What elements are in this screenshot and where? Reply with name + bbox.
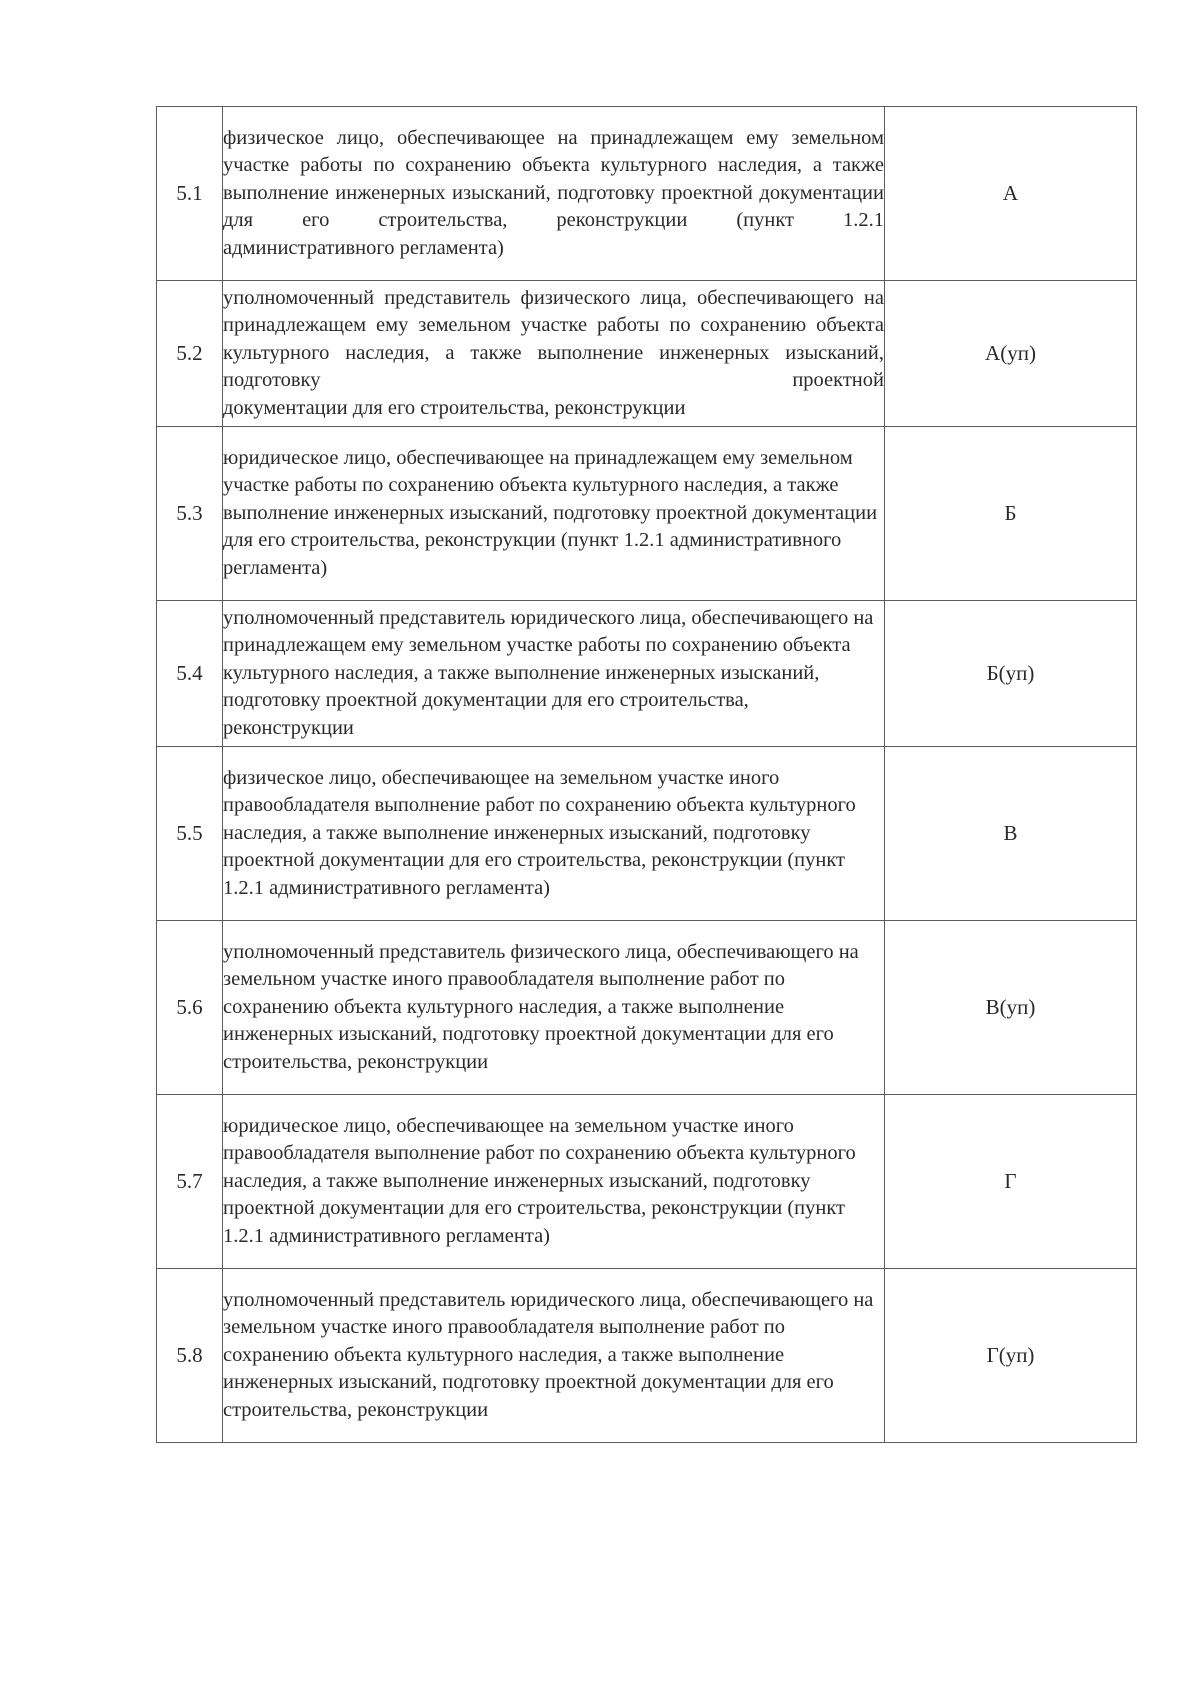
row-description-tail: административного регламента) (223, 236, 504, 259)
row-description: уполномоченный представитель физического лица, обеспечивающего на земельном участке иного правообладателя выполнение работ по сохранению объекта культурного наследия, а также выполнение инженерных изысканий, подготовку проектной документации для его строительства, реконструкции (223, 921, 885, 1095)
row-description: уполномоченный представитель юридического лица, обеспечивающего на земельном участке иного правообладателя выполнение работ по сохранению объекта культурного наследия, а также выполнение инженерных изысканий, подготовку проектной документации для его строительства, реконструкции (223, 1269, 885, 1443)
row-code: В (885, 747, 1137, 921)
row-number: 5.3 (157, 427, 223, 601)
row-description-text: физическое лицо, обеспечивающее на принадлежащем ему земельном участке работы по сохранению объекта культурного наследия, а также выполнение инженерных изысканий, подготовку проектной документации для его строительства, реконструкции (пункт 1.2.1 (223, 126, 884, 232)
row-code: А(уп) (885, 281, 1137, 427)
row-code: В(уп) (885, 921, 1137, 1095)
row-description: юридическое лицо, обеспечивающее на принадлежащем ему земельном участке работы по сохранению объекта культурного наследия, а также выполнение инженерных изысканий, подготовку проектной документации для его строительства, реконструкции (пункт 1.2.1 административного регламента) (223, 427, 885, 601)
row-number: 5.6 (157, 921, 223, 1095)
row-code: Г(уп) (885, 1269, 1137, 1443)
row-description-text: уполномоченный представитель физического лица, обеспечивающего на принадлежащем ему земельном участке работы по сохранению объекта культурного наследия, а также выполнение инженерных изысканий, подготовку проектной (223, 286, 884, 392)
row-number: 5.2 (157, 281, 223, 427)
row-number: 5.8 (157, 1269, 223, 1443)
row-number: 5.7 (157, 1095, 223, 1269)
row-description: юридическое лицо, обеспечивающее на земельном участке иного правообладателя выполнение работ по сохранению объекта культурного наследия, а также выполнение инженерных изысканий, подготовку проектной документации для его строительства, реконструкции (пункт 1.2.1 административного регламента) (223, 1095, 885, 1269)
table-row (157, 747, 1137, 921)
row-number: 5.4 (157, 601, 223, 747)
table-row (157, 921, 1137, 1095)
row-description (223, 281, 885, 427)
row-description: физическое лицо, обеспечивающее на земельном участке иного правообладателя выполнение работ по сохранению объекта культурного наследия, а также выполнение инженерных изысканий, подготовку проектной документации для его строительства, реконструкции (пункт 1.2.1 административного регламента) (223, 747, 885, 921)
table-row (157, 601, 1137, 747)
row-code: Б(уп) (885, 601, 1137, 747)
table-row (157, 1269, 1137, 1443)
row-number: 5.5 (157, 747, 223, 921)
table-row (157, 1095, 1137, 1269)
table-row (157, 427, 1137, 601)
row-code: А (885, 107, 1137, 281)
table-row (157, 281, 1137, 427)
row-description (223, 107, 885, 281)
row-description-tail: документации для его строительства, реконструкции (223, 396, 686, 419)
row-code: Б (885, 427, 1137, 601)
table-row (157, 107, 1137, 281)
row-description: уполномоченный представитель юридического лица, обеспечивающего на принадлежащем ему земельном участке работы по сохранению объекта культурного наследия, а также выполнение инженерных изысканий, подготовку проектной документации для его строительства, реконструкции (223, 601, 885, 747)
row-number: 5.1 (157, 107, 223, 281)
row-code: Г (885, 1095, 1137, 1269)
applicant-category-table (156, 106, 1137, 1443)
